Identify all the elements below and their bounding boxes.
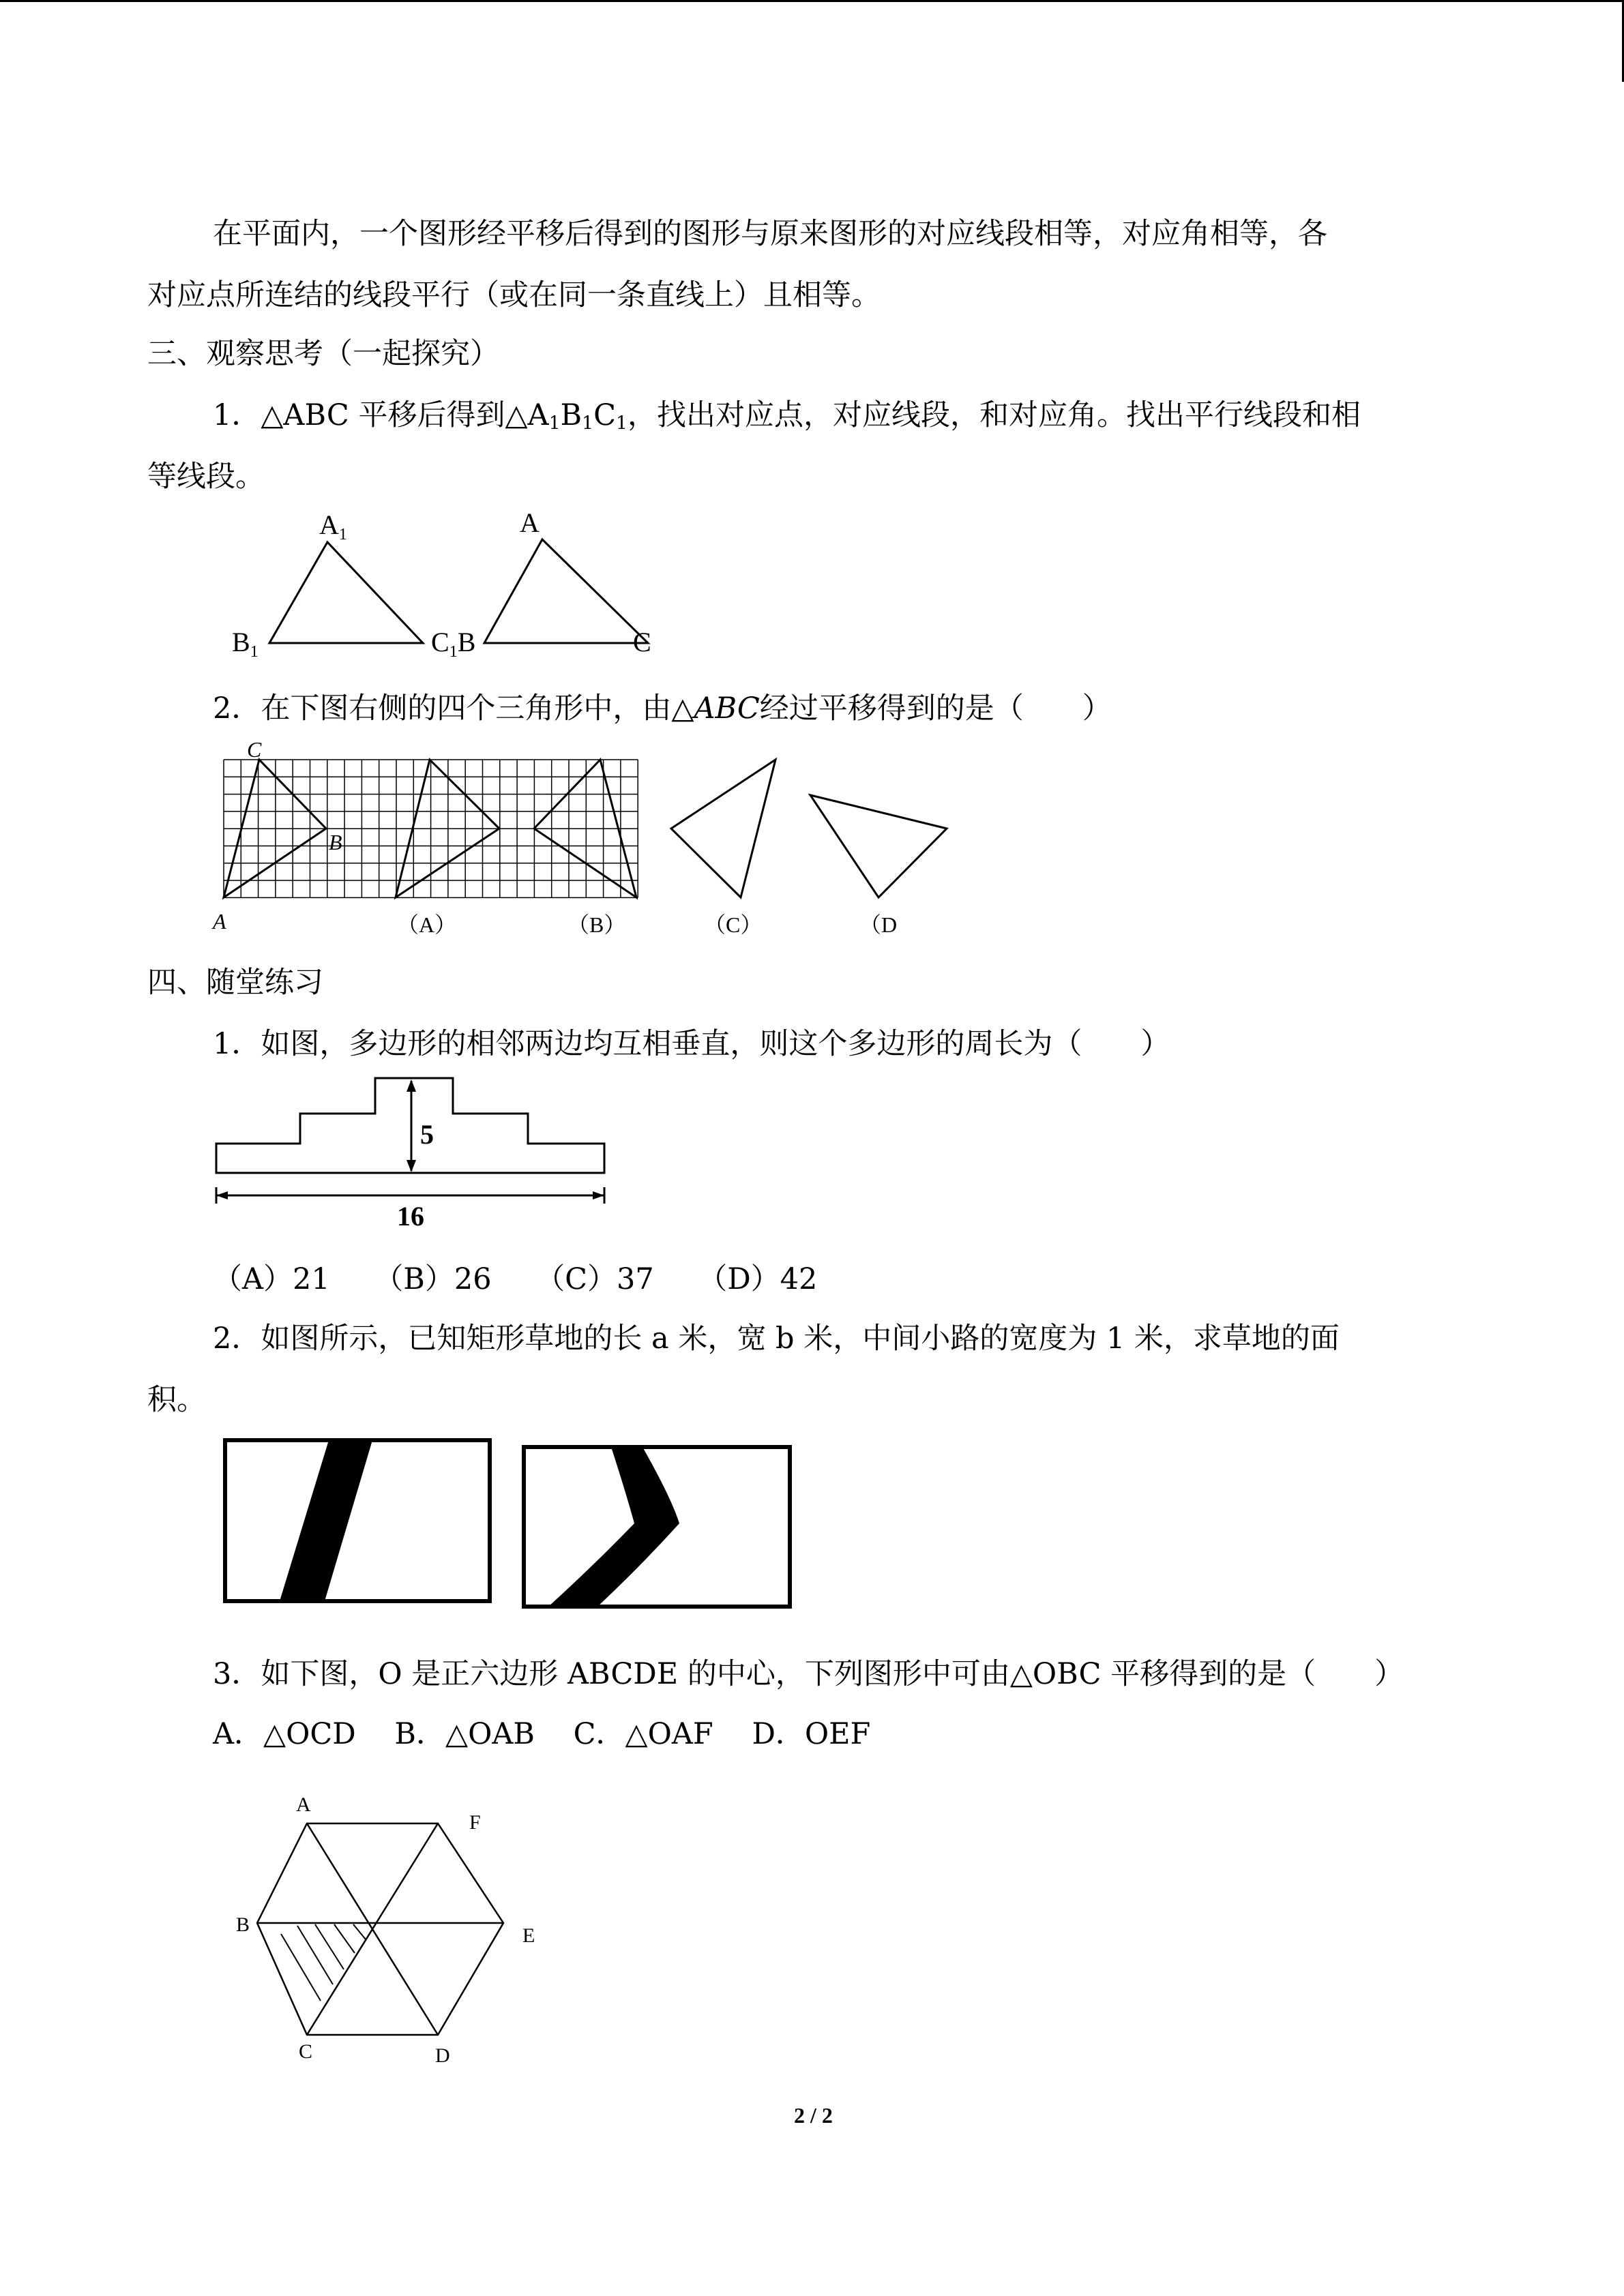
label-c1b: $C_1B$ [431,627,476,661]
width-arrow-right [593,1191,604,1199]
hex-label-e: E [522,1924,535,1947]
grid-lines [224,760,638,897]
shaded-triangle-obc [281,1924,366,2001]
translated-triangles-figure [218,508,682,661]
grid-label-a: A [213,909,226,934]
s3-question-2: 2．在下图右侧的四个三角形中，由△ABC经过平移得到的是（ ） [213,691,1112,726]
height-label: 5 [420,1119,434,1150]
stepped-polygon-figure [205,1067,628,1238]
width-label: 16 [397,1201,424,1232]
intro-line-1: 在平面内，一个图形经平移后得到的图形与原来图形的对应线段相等，对应角相等，各 [213,217,1327,251]
hex-label-d: D [435,2044,450,2067]
height-arrow-top [407,1079,416,1092]
hex-label-b: B [236,1913,250,1936]
option-b-label: （B） [567,912,626,937]
grid-label-c: C [247,737,262,762]
option-c-label: （C） [704,912,763,937]
page-number: 2 / 2 [794,2103,833,2128]
option-d-label: （D [859,912,898,937]
label-a1: $A_1$ [319,509,347,543]
s4-question-3-options: A．△OCD B．△OAB C．△OAF D．OEF [213,1717,871,1751]
triangle-option-c [671,760,776,897]
s4-question-2-line-2: 积。 [147,1383,206,1417]
label-a: A [520,508,540,538]
triangle-a1b1c1 [269,542,423,643]
lawn-paths-figure [218,1432,805,1616]
width-arrow-left [216,1191,228,1199]
section-3-heading: 三、观察思考（一起探究） [147,337,499,371]
s4-question-1: 1．如图，多边形的相邻两边均互相垂直，则这个多边形的周长为（ ） [213,1027,1170,1061]
grid-triangles-figure [205,736,969,941]
intro-line-2: 对应点所连结的线段平行（或在同一条直线上）且相等。 [147,278,881,312]
height-arrow-bottom [407,1160,416,1172]
triangle-option-d [810,795,947,897]
s4-question-2-line-1: 2．如图所示，已知矩形草地的长 a 米，宽 b 米，中间小路的宽度为 1 米，求草地的面 [213,1322,1340,1356]
s4-question-1-options: （A）21 （B）26 （C）37 （D）42 [213,1262,818,1296]
hexagon-figure [225,1780,552,2073]
hex-label-a: A [296,1793,311,1816]
label-b1: $B_1$ [232,627,259,661]
s3-question-1: 1．△ABC 平移后得到$\triangle A_1B_1C_1$，找出对应点，对应线段，和对应角。找出平行线段和相 [213,398,1361,434]
triangle-abc [484,539,648,643]
s4-question-3: 3．如下图，O 是正六边形 ABCDE 的中心，下列图形中可由△OBC 平移得到的是（ ） [213,1657,1404,1691]
s3-question-1-line-2: 等线段。 [147,460,265,494]
hexagon [257,1823,503,2035]
hex-label-c: C [299,2040,313,2063]
grid-label-b: B [329,830,342,854]
option-a-label: （A） [397,912,457,937]
section-4-heading: 四、随堂练习 [147,966,323,1000]
label-c: C [633,627,651,657]
top-border [0,0,1624,2]
hex-label-f: F [469,1811,481,1834]
